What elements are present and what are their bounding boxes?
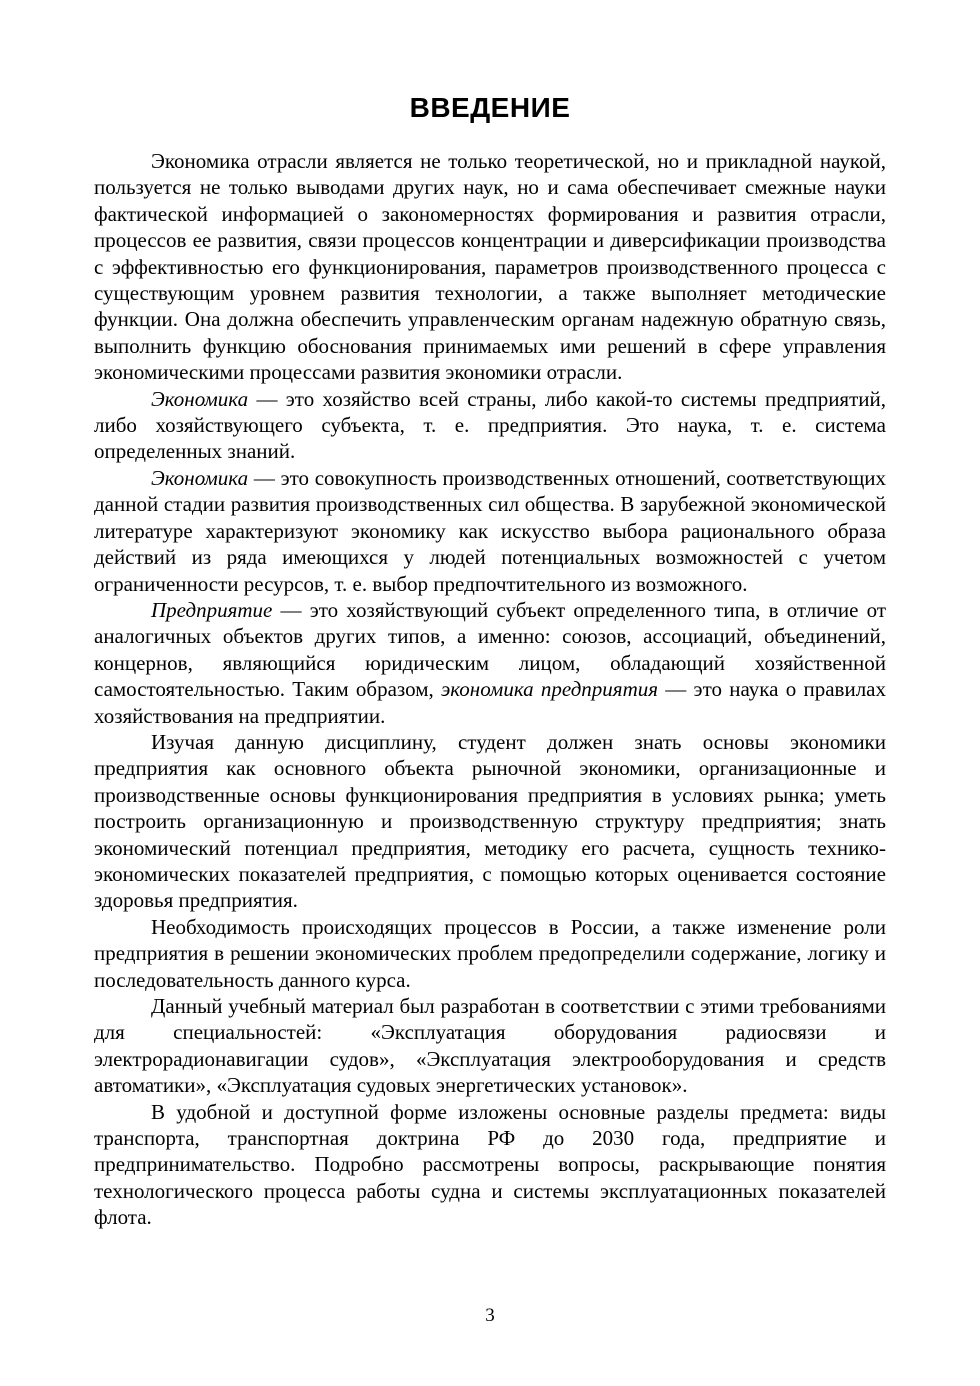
defined-term: Экономика [151,386,249,411]
page-title: ВВЕДЕНИЕ [409,92,571,123]
paragraph-text: — это совокупность производственных отношений, соответствующих данной стадии развития производственных сил общества. В зарубежной экономической литературе характеризуют экономику как искусство выбора рационального образа действий из ряда имеющихся у людей потенциальных возможностей с учетом ограниченности ресурсов, т. е. выбор предпочтительного из возможного. [94,465,886,596]
defined-term: Экономика [151,465,249,490]
paragraph-text: Изучая данную дисциплину, студент должен знать основы экономики предприятия как основного объекта рыночной экономики, организационные и производственные основы функционирования предприятия в условиях рынка; уметь построить организационную и производственную структуру предприятия; знать экономический потенциал предприятия, методику его расчета, сущность технико-экономических показателей предприятия, с помощью которых оценивается состояние здоровья предприятия. [94,729,886,913]
paragraph-intro [94,148,886,386]
paragraph-economy-definition-1 [94,386,886,465]
paragraph-contents-summary [94,1099,886,1231]
paragraph-necessity [94,914,886,993]
paragraph-text: — это хозяйствующий субъект определенного типа, в отличие от аналогичных объектов других типов, а именно: союзов, ассоциаций, объединений, концернов, являющийся юридическим лицом, обладающий хозяйственной самостоятельностью. Таким образом, [94,597,886,702]
defined-term: Предприятие [151,597,273,622]
paragraph-discipline-study [94,729,886,914]
page-number: 3 [485,1305,495,1326]
paragraph-text: В удобной и доступной форме изложены основные разделы предмета: виды транспорта, транспортная доктрина РФ до 2030 года, предприятие и предпринимательство. Подробно рассмотрены вопросы, раскрывающие понятия технологического процесса работы судна и системы эксплуатационных показателей флота. [94,1099,886,1230]
document-body [94,148,886,1231]
paragraph-economy-definition-2 [94,465,886,597]
paragraph-enterprise-definition [94,597,886,729]
paragraph-specialties [94,993,886,1099]
paragraph-text: Данный учебный материал был разработан в соответствии с этими требованиями для специальностей: «Эксплуатация оборудования радиосвязи и электрорадионавигации судов», «Эксплуатация электрооборудования и средств автоматики», «Эксплуатация судовых энергетических установок». [94,994,886,1098]
paragraph-text: — это хозяйство всей страны, либо какой-то системы предприятий, либо хозяйствующего субъекта, т. е. предприятия. Это наука, т. е. система определенных знаний. [94,386,886,464]
defined-term-secondary: экономика предприятия [441,677,659,702]
paragraph-text: Необходимость происходящих процессов в России, а также изменение роли предприятия в решении экономических проблем предопределили содержание, логику и последовательность данного курса. [94,914,886,992]
paragraph-text: Экономика отрасли является не только теоретической, но и прикладной наукой, пользуется не только выводами других наук, но и сама обеспечивает смежные науки фактической информацией о закономерностях формирования и развития отрасли, процессов ее развития, связи процессов концентрации и диверсификации производства с эффективностью его функционирования, параметров производственного процесса с существующим уровнем развития технологии, а также выполняет методические функции. Она должна обеспечить управленческим органам надежную обратную связь, выполнить функцию обоснования принимаемых ими решений в сфере управления экономическими процессами развития экономики отрасли. [94,149,886,385]
paragraph-text-end: — это наука о правилах хозяйствования на предприятии. [94,677,887,728]
